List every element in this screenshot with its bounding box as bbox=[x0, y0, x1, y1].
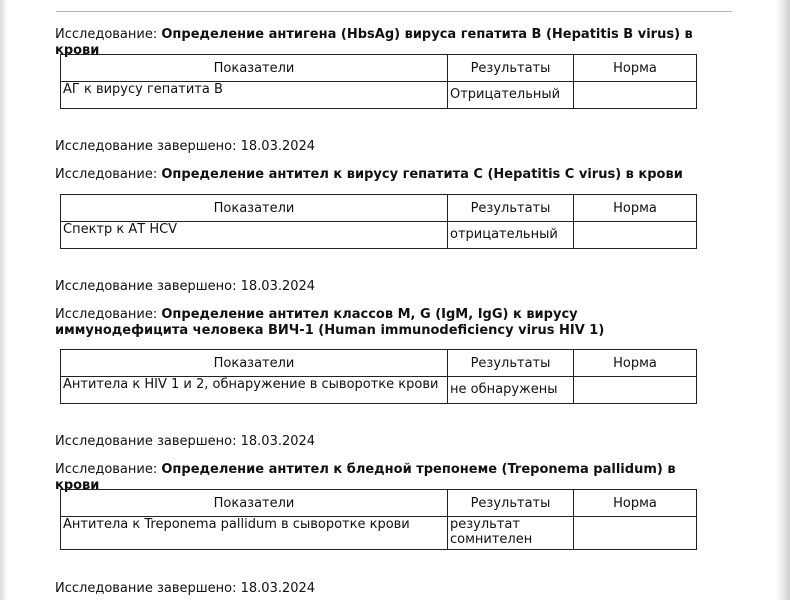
header-norm: Норма bbox=[574, 490, 697, 517]
study-title-prefix: Исследование: bbox=[55, 27, 162, 42]
study-section-hcv bbox=[55, 167, 735, 242]
study-section-hbsag bbox=[55, 27, 735, 102]
study-section-hiv bbox=[55, 307, 735, 397]
study-title-name: Определение антигена (HbsAg) вируса гепатита В (Hepatitis B virus) в крови bbox=[55, 27, 693, 58]
header-norm: Норма bbox=[574, 350, 697, 377]
header-results: Результаты bbox=[448, 55, 574, 82]
table-header-row bbox=[61, 195, 697, 222]
page-shadow-right bbox=[776, 0, 790, 600]
study-completed-date: Исследование завершено: 18.03.2024 bbox=[55, 279, 316, 294]
study-title-name: Определение антител к вирусу гепатита С (Hepatitis C virus) в крови bbox=[161, 167, 683, 182]
header-norm: Норма bbox=[574, 195, 697, 222]
study-title-name: Определение антител к бледной трепонеме (Treponema pallidum) в крови bbox=[55, 462, 676, 493]
table-header-row bbox=[61, 350, 697, 377]
study-completed-date: Исследование завершено: 18.03.2024 bbox=[55, 581, 316, 596]
cell-norm bbox=[574, 82, 697, 109]
cell-norm bbox=[574, 377, 697, 404]
study-section-treponema bbox=[55, 462, 735, 547]
cell-norm bbox=[574, 222, 697, 249]
study-title bbox=[55, 307, 705, 339]
top-divider bbox=[56, 11, 732, 12]
header-norm: Норма bbox=[574, 55, 697, 82]
study-title-name: Определение антител классов M, G (IgM, IgG) к вирусу иммунодефицита человека ВИЧ-1 (Human immunodeficiency virus HIV 1) bbox=[55, 307, 605, 338]
cell-norm bbox=[574, 517, 697, 550]
table-row bbox=[61, 377, 697, 404]
table-row bbox=[61, 82, 697, 109]
results-table bbox=[60, 54, 697, 109]
cell-result: не обнаружены bbox=[448, 377, 574, 404]
study-completed-date: Исследование завершено: 18.03.2024 bbox=[55, 434, 316, 449]
header-indicators: Показатели bbox=[61, 490, 448, 517]
header-indicators: Показатели bbox=[61, 55, 448, 82]
page-shadow-left bbox=[0, 0, 8, 600]
cell-indicator: Спектр к АТ HCV bbox=[61, 222, 448, 249]
cell-result: отрицательный bbox=[448, 222, 574, 249]
header-indicators: Показатели bbox=[61, 195, 448, 222]
header-indicators: Показатели bbox=[61, 350, 448, 377]
header-results: Результаты bbox=[448, 490, 574, 517]
results-table bbox=[60, 489, 697, 550]
study-title bbox=[55, 167, 715, 183]
results-table bbox=[60, 194, 697, 249]
cell-indicator: АГ к вирусу гепатита В bbox=[61, 82, 448, 109]
study-title-prefix: Исследование: bbox=[55, 307, 162, 322]
cell-indicator: Антитела к HIV 1 и 2, обнаружение в сыворотке крови bbox=[61, 377, 448, 404]
header-results: Результаты bbox=[448, 350, 574, 377]
table-header-row bbox=[61, 55, 697, 82]
study-title-prefix: Исследование: bbox=[55, 167, 162, 182]
study-completed-date: Исследование завершено: 18.03.2024 bbox=[55, 139, 316, 154]
cell-result: результат сомнителен bbox=[448, 517, 574, 550]
table-row bbox=[61, 222, 697, 249]
header-results: Результаты bbox=[448, 195, 574, 222]
cell-indicator: Антитела к Treponema pallidum в сыворотке крови bbox=[61, 517, 448, 550]
cell-result: Отрицательный bbox=[448, 82, 574, 109]
study-title-prefix: Исследование: bbox=[55, 462, 162, 477]
table-header-row bbox=[61, 490, 697, 517]
results-table bbox=[60, 349, 697, 404]
table-row bbox=[61, 517, 697, 550]
